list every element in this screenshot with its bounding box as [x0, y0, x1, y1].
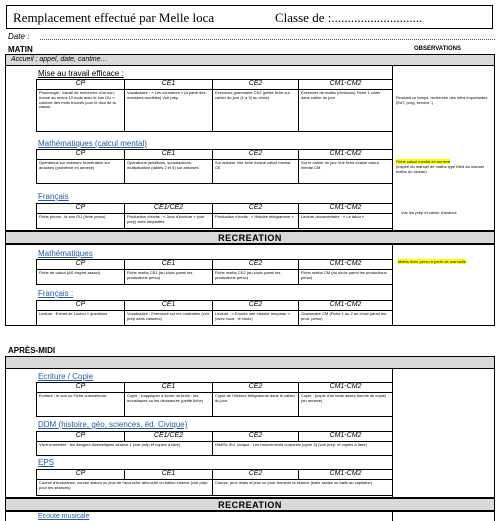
col-header-ce1-ce2: CE1/CE2	[125, 204, 213, 214]
section-title-ddm: DDM (histoire, géo, sciences, éd. Civique)	[38, 420, 188, 429]
col-header-ce1-ce2: CE1/CE2	[125, 432, 213, 442]
cell-ce1-ce2: Production d'écrits : « Jeux d'écriture » (voir prép) avec étiquettes	[125, 214, 213, 229]
col-header-cm: CM1-CM2	[299, 260, 393, 270]
cell-ce1: Opérations (additions, soustractions, multiplication (tables 2 et 5) sur ardoises	[125, 160, 213, 184]
obs-note-calcul-mental	[396, 159, 492, 174]
obs-text-calcul-mental: (inspiré du manuel de maths type Bled au manuel maths du niveau)	[396, 164, 485, 174]
col-header-cp: CP	[37, 470, 125, 480]
col-header-cm: CM1-CM2	[299, 432, 393, 442]
table-header-row	[37, 383, 393, 393]
table-row	[37, 442, 393, 456]
section-title-ecriture: Ecriture / Copie	[38, 372, 94, 381]
cell-ce2: Copie de l'histoire télégramme dans le cahier du jour	[213, 393, 299, 417]
col-header-cm: CM1-CM2	[299, 301, 393, 311]
cell-cp: Ecriture : le son ou Fiche cursivéécole	[37, 393, 125, 417]
cell-ce1: Vocabulaire : « Les contraires » (à partir des monstres-modèles) Voir prép	[125, 90, 213, 132]
col-header-cm: CM1-CM2	[299, 383, 393, 393]
col-header-ce2: CE2	[213, 470, 299, 480]
cell-ce1: Fiche maths CE1 (au choix parmi les productions perso)	[125, 270, 213, 285]
table-eps	[36, 469, 393, 496]
cell-cp: Fiche phono : le son OU (fiche perso)	[37, 214, 125, 229]
cell-ce2-cm: Course, jeux relais et jeux co pour terminer la séance (balle assise ou balle au capitaine)	[213, 480, 393, 496]
obs-note-mathematiques	[398, 259, 490, 264]
cell-ce1: Copie : s'appliquer à écrire un texte : les moustiques ou les dinosaures (petite fiche)	[125, 393, 213, 417]
cell-ce2: Lecture : « Encore une histoire troupeau » (avec voca ; le choix)	[213, 311, 299, 326]
matin-block-2	[5, 244, 495, 326]
observations-heading: OBSERVATIONS	[414, 46, 462, 52]
classe-field: Classe de :............................	[275, 10, 423, 25]
table-mise-au-travail	[36, 79, 393, 132]
col-header-cm: CM1-CM2	[299, 470, 393, 480]
cell-ce2: Exercices grammaire CE2 (petite fiche sur cahier du jour (1 à 3) au choix)	[213, 90, 299, 132]
col-header-ce1: CE1	[125, 301, 213, 311]
table-header-row	[37, 260, 393, 270]
date-line	[40, 39, 495, 40]
col-header-cm: CM1-CM2	[299, 150, 393, 160]
table-row	[37, 311, 393, 326]
obs-highlight-mathematiques: Maths fiche perso à partir de manuelle	[398, 259, 467, 264]
table-row	[37, 480, 393, 496]
obs-note-francais: Voir les prép et cahier d'avance	[401, 210, 457, 215]
obs-highlight-calcul-mental: Fiche calcul mental en annexe	[396, 159, 451, 164]
cell-cp: Phonologie : travail de recherche d'un son, trouve au moins 10 mots avec le son OU « collecte des mots trouvés pour le dico de la classe.	[37, 90, 125, 132]
cell-ce2-cm: Hist/Sc /Ed. civique : Les mouvements corporels (cycle 3) (voir prép. et copies à faire)	[213, 442, 393, 456]
cell-cp-ce1: Vivre ensemble : les dangers domestiques séance 1 (voir prép et copies à faire)	[37, 442, 213, 456]
last-block	[5, 511, 495, 521]
accueil-text: Accueil ; appel, date, cantine…	[11, 56, 108, 63]
section-title-mathematiques: Mathématiques	[38, 249, 93, 258]
cell-ce1: Vocabulaire : Exercices sur les contraires (voir prép dans classeur)	[125, 311, 213, 326]
table-row	[37, 90, 393, 132]
table-row	[37, 160, 393, 184]
table-header-row	[37, 301, 393, 311]
section-title-ecoute-musicale: Ecoute musicale	[38, 513, 90, 520]
cell-ce2: Production d'écrits : « Histoire télégramme »	[213, 214, 299, 229]
col-header-cp: CP	[37, 80, 125, 90]
table-header-row	[37, 80, 393, 90]
section-title-francais: Français	[38, 192, 69, 201]
col-header-ce2: CE2	[213, 301, 299, 311]
table-header-row	[37, 150, 393, 160]
table-header-row	[37, 432, 393, 442]
cell-cp-ce1: Course d'endurance, course slalom ou jeux de l'accroche-décroche ou ballon inservé (voir prép pour les séances)	[37, 480, 213, 496]
col-header-ce2: CE2	[213, 432, 299, 442]
recreation-bar-2: RECREATION	[5, 498, 495, 511]
table-ddm	[36, 431, 393, 456]
cell-cm: Grammaire CM (Fiche 1 au 2 au choix parmi les prod. perso)	[299, 311, 393, 326]
obs-note-mise-au-travail: Pendant ce temps, recherche des infos importantes (EdT, prog, service..)	[396, 95, 488, 105]
col-header-ce1: CE1	[125, 260, 213, 270]
apres-midi-heading: APRÈS-MIDI	[8, 346, 56, 355]
cell-cm: Copie : (copie d'un texte assez fournis de copie) (en annexe)	[299, 393, 393, 417]
col-header-ce1: CE1	[125, 80, 213, 90]
observations-column	[392, 512, 393, 521]
table-mathematiques	[36, 259, 393, 285]
cell-cm: Exercices de maths (révisions) Fiche 1 coller dans cahier du jour	[299, 90, 393, 132]
col-header-cp: CP	[37, 383, 125, 393]
apres-midi-top-bar	[6, 357, 494, 369]
col-header-ce2: CE2	[213, 204, 299, 214]
header-box	[6, 5, 493, 29]
page-title: Remplacement effectué par Melle loca	[13, 10, 215, 25]
section-title-mise-au-travail: Mise au travail efficace :	[38, 69, 124, 78]
cell-cm: Lecture documentaire : « Le tatou »	[299, 214, 393, 229]
cell-cp: Opérations sur ardoises Numération sur ardoises (problème en annexe)	[37, 160, 125, 184]
table-header-row	[37, 204, 393, 214]
table-header-row	[37, 470, 393, 480]
recreation-bar: RECREATION	[5, 231, 495, 244]
col-header-cm: CM1-CM2	[299, 80, 393, 90]
date-label: Date :	[8, 32, 30, 41]
table-row	[37, 393, 393, 417]
col-header-ce1: CE1	[125, 150, 213, 160]
col-header-cp: CP	[37, 204, 125, 214]
col-header-cp: CP	[37, 150, 125, 160]
table-francais	[36, 203, 393, 229]
cell-cp: Fiche de calcul (AS inspiré associ)	[37, 270, 125, 285]
table-calcul-mental	[36, 149, 393, 184]
cell-cm: Sur le cahier du jour Voir fiche évalué calcul mental CM	[299, 160, 393, 184]
col-header-cm: CM1-CM2	[299, 204, 393, 214]
table-francais-2	[36, 300, 393, 326]
section-title-eps: EPS	[38, 458, 55, 467]
cell-cm: Fiche maths CM (au choix parmi les productions perso)	[299, 270, 393, 285]
col-header-ce1: CE1	[125, 383, 213, 393]
table-row	[37, 214, 393, 229]
apres-midi-block	[5, 356, 495, 498]
cell-cp: Lecture : Extrait de Loulou « questions	[37, 311, 125, 326]
col-header-ce2: CE2	[213, 80, 299, 90]
col-header-ce1: CE1	[125, 470, 213, 480]
col-header-cp: CP	[37, 301, 125, 311]
col-header-cp: CP	[37, 432, 125, 442]
col-header-ce2: CE2	[213, 383, 299, 393]
col-header-ce2: CE2	[213, 150, 299, 160]
accueil-bar	[6, 55, 494, 66]
section-title-francais-2: Français :	[38, 289, 74, 298]
matin-heading: MATIN	[8, 45, 33, 54]
table-row	[37, 270, 393, 285]
cell-ce2: Sur ardoise Voir fiche évalué calcul mental CE	[213, 160, 299, 184]
col-header-cp: CP	[37, 260, 125, 270]
table-ecriture	[36, 382, 393, 417]
col-header-ce2: CE2	[213, 260, 299, 270]
section-title-calcul-mental: Mathématiques (calcul mental)	[38, 139, 147, 148]
matin-block	[5, 54, 495, 231]
cell-ce2: Fiche maths CE2 (au choix parmi les productions perso)	[213, 270, 299, 285]
